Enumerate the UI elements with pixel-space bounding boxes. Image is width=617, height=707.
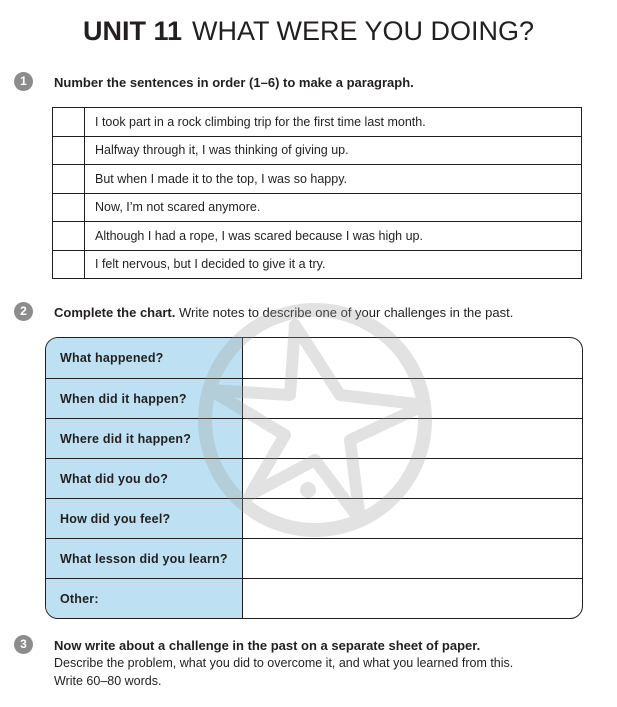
exercise-2-instruction (54, 304, 513, 321)
exercise-3-instruction: Now write about a challenge in the past on a separate sheet of paper. (54, 638, 481, 653)
chart-question: What lesson did you learn? (46, 539, 243, 578)
chart-answer-cell[interactable] (243, 539, 582, 578)
page-title (0, 14, 617, 48)
chart-row (46, 378, 582, 418)
table-row (53, 165, 582, 194)
sentence-text: I took part in a rock climbing trip for the first time last month. (85, 108, 582, 137)
unit-label: UNIT 11 (82, 16, 182, 46)
table-row (53, 250, 582, 279)
order-number-box[interactable] (53, 193, 85, 222)
exercise-3-description: Describe the problem, what you did to overcome it, and what you learned from this. (54, 656, 514, 670)
order-number-box[interactable] (53, 165, 85, 194)
chart-question: Other: (46, 579, 243, 618)
chart-question: When did it happen? (46, 379, 243, 418)
exercise-2-number-badge: 2 (14, 302, 33, 321)
sentence-order-table (52, 107, 582, 279)
sentence-text: I felt nervous, but I decided to give it a try. (85, 250, 582, 279)
table-row (53, 108, 582, 137)
exercise-3-number-badge: 3 (14, 635, 33, 654)
sentence-text: But when I made it to the top, I was so happy. (85, 165, 582, 194)
unit-topic: WHAT WERE YOU DOING? (192, 16, 535, 46)
chart-row (46, 458, 582, 498)
table-row (53, 193, 582, 222)
chart-row (46, 578, 582, 618)
exercise-1-instruction: Number the sentences in order (1–6) to make a paragraph. (54, 75, 414, 90)
table-row (53, 136, 582, 165)
chart-answer-cell[interactable] (243, 379, 582, 418)
chart-row (46, 498, 582, 538)
exercise-1-number-badge: 1 (14, 72, 33, 91)
order-number-box[interactable] (53, 136, 85, 165)
exercise-2-instruction-rest: Write notes to describe one of your challenges in the past. (175, 305, 514, 320)
chart-answer-cell[interactable] (243, 419, 582, 458)
order-number-box[interactable] (53, 108, 85, 137)
order-number-box[interactable] (53, 250, 85, 279)
chart-row (46, 538, 582, 578)
sentence-text: Although I had a rope, I was scared because I was high up. (85, 222, 582, 251)
chart-answer-cell[interactable] (243, 459, 582, 498)
chart-row (46, 418, 582, 458)
exercise-3-word-count: Write 60–80 words. (54, 674, 162, 688)
exercise-2-instruction-bold: Complete the chart. (54, 305, 176, 320)
chart-row (46, 338, 582, 378)
table-row (53, 222, 582, 251)
chart-answer-cell[interactable] (243, 338, 582, 378)
chart-answer-cell[interactable] (243, 499, 582, 538)
sentence-text: Halfway through it, I was thinking of giving up. (85, 136, 582, 165)
chart-question: What happened? (46, 338, 243, 378)
chart-answer-cell[interactable] (243, 579, 582, 618)
chart-question: Where did it happen? (46, 419, 243, 458)
sentence-text: Now, I’m not scared anymore. (85, 193, 582, 222)
order-number-box[interactable] (53, 222, 85, 251)
chart-question: How did you feel? (46, 499, 243, 538)
chart-question: What did you do? (46, 459, 243, 498)
challenge-chart (45, 337, 583, 619)
